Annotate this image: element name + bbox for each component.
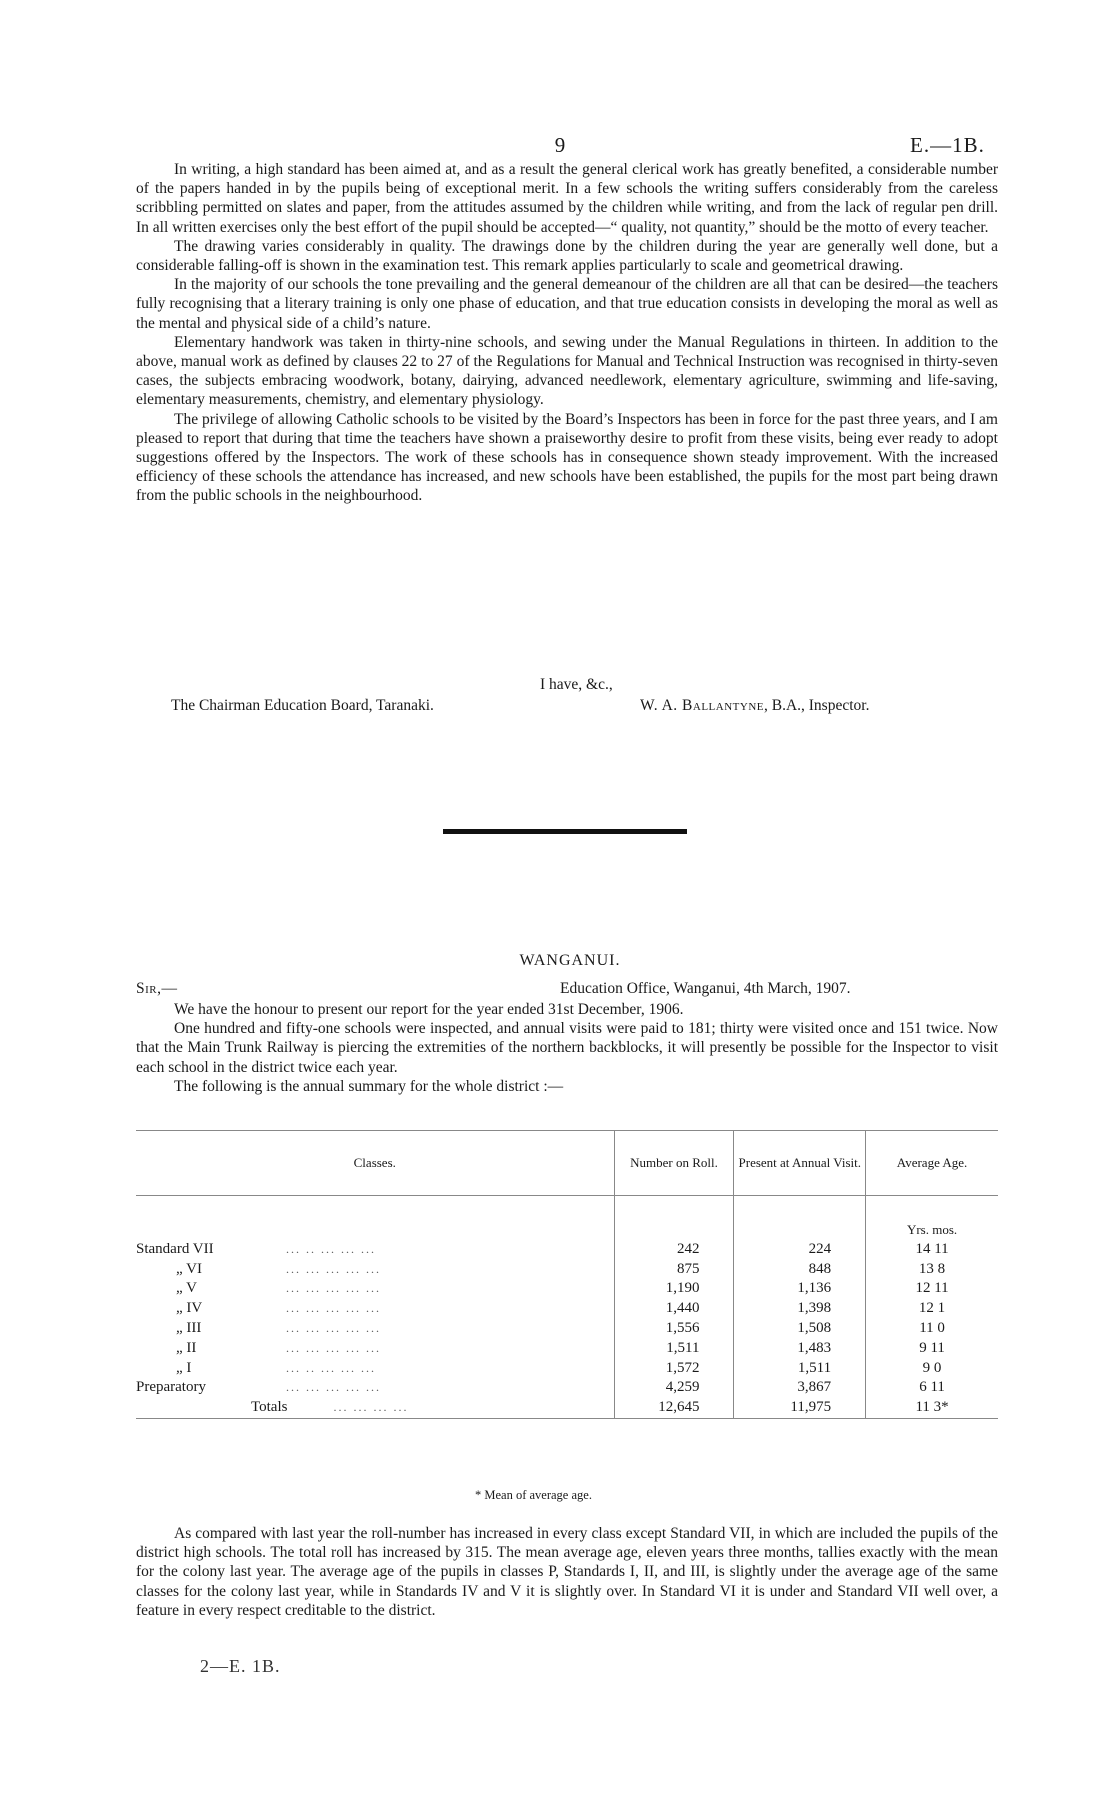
wanganui-report-intro — [136, 1000, 998, 1096]
header-average-age: Average Age. — [866, 1131, 998, 1196]
totals-age: 11 3* — [866, 1398, 998, 1418]
paragraph-catholic-schools: The privilege of allowing Catholic schools to be visited by the Board’s Inspectors has been in force for the past three years, and I am pleased to report that during that time the teachers have shown a praiseworthy desire to profit from these visits, being ever ready to adopt suggestions offered by the Inspectors. The work of these schools has in consequence shown steady improvement. With the increased efficiency of these schools the attendance has increased, and new schools have been established, the pupils for the most part being drawn from the public schools in the neighbourhood. — [136, 410, 998, 505]
table-row: Standard VII ... .. ... ... ... 242 224 14 11 — [136, 1240, 998, 1260]
signature-mark: 2—E. 1B. — [200, 1656, 281, 1676]
header-present: Present at Annual Visit. — [734, 1131, 866, 1196]
paragraph-drawing: The drawing varies considerably in quality. The drawings done by the children during the year are generally well done, but a considerable falling-off is shown in the examination test. This remark applies particularly to scale and geometrical drawing. — [136, 237, 998, 275]
paragraph-comparison: As compared with last year the roll-number has increased in every class except Standard VII, in which are included the pupils of the district high schools. The total roll has increased by 315. The mean average age, eleven years three months, tallies exactly with the mean for the colony last year. The average age of the pupils in classes P, Standards I, II, and III, is slightly under the average age of the same classes for the colony last year, while in Standards IV and V it is slightly over. In Standard VI it is under and Standard VII well over, a feature in every respect creditable to the district. — [136, 1525, 998, 1619]
age-units-label: Yrs. mos. — [866, 1220, 998, 1240]
table-row: „ II ... ... ... ... ... 1,511 1,483 9 11 — [136, 1339, 998, 1359]
office-date-line: Education Office, Wanganui, 4th March, 1907. — [560, 980, 851, 997]
section-divider — [443, 829, 687, 834]
paragraph-report-intro: We have the honour to present our report for the year ended 31st December, 1906. — [174, 1001, 684, 1018]
paragraph-summary-lead: The following is the annual summary for the whole district :— — [174, 1077, 564, 1095]
totals-roll: 12,645 — [614, 1398, 734, 1418]
section-title: WANGANUI. — [519, 952, 621, 969]
table-header-row — [136, 1131, 998, 1196]
table-row: „ I ... .. ... ... ... 1,572 1,511 9 0 — [136, 1359, 998, 1379]
signatory-name: W. A. Ballantyne — [640, 697, 764, 714]
header-number-on-roll: Number on Roll. — [614, 1131, 734, 1196]
table-row: „ IV ... ... ... ... ... 1,440 1,398 12 1 — [136, 1299, 998, 1319]
header-classes: Classes. — [136, 1131, 614, 1196]
table-row: „ VI ... ... ... ... ... 875 848 13 8 — [136, 1260, 998, 1280]
wanganui-report-comparison — [136, 1524, 998, 1620]
paragraph-handwork: Elementary handwork was taken in thirty-nine schools, and sewing under the Manual Regulations in thirteen. In addition to the above, manual work as defined by clauses 22 to 27 of the Regulations for Manual and Technical Instruction was recognised in thirty-seven cases, the subjects embracing woodwork, botany, dairying, advanced needlework, elementary agriculture, swimming and life-saving, elementary measurements, chemistry, and elementary physiology. — [136, 333, 998, 409]
document-reference: E.—1B. — [910, 133, 985, 157]
table-row: „ III ... ... ... ... ... 1,556 1,508 11 0 — [136, 1319, 998, 1339]
age-units-row — [136, 1220, 998, 1240]
paragraph-writing: In writing, a high standard has been aimed at, and as a result the general clerical work has greatly benefited, a considerable number of the papers handed in by the pupils being of exceptional merit. In a few schools the writing suffers considerably from the careless scribbling permitted on slates and paper, from the attitudes assumed by the children while writing, and from the lack of regular pen drill. In all written exercises only the best effort of the pupil should be accepted—“ quality, not quantity,” should be the motto of every teacher. — [136, 161, 998, 236]
annual-summary-table — [136, 1130, 998, 1419]
paragraph-inspections: One hundred and fifty-one schools were inspected, and annual visits were paid to 181; thirty were visited once and 151 twice. Now that the Main Trunk Railway is piercing the extremities of the northern backblocks, it will presently be possible for the Inspector to visit each school in the district twice each year. — [136, 1020, 998, 1076]
page-number: 9 — [554, 133, 566, 157]
paragraph-tone: In the majority of our schools the tone prevailing and the general demeanour of the children are all that can be desired—the teachers fully recognising that a literary training is only one phase of education, and that true education consists in developing the moral as well as the mental and physical side of a child’s nature. — [136, 276, 998, 332]
totals-label: Totals — [251, 1399, 288, 1416]
salutation: Sir,— — [136, 980, 178, 997]
table-row: Preparatory ... ... ... ... ... 4,259 3,867 6 11 — [136, 1378, 998, 1398]
closing-formula: I have, &c., — [540, 676, 613, 693]
signatory-title: , B.A., Inspector. — [763, 697, 870, 714]
totals-present: 11,975 — [734, 1398, 866, 1418]
signature-line — [640, 697, 869, 715]
taranaki-report-body — [136, 160, 998, 506]
totals-row: Totals ... ... ... ... 12,645 11,975 11 3* — [136, 1398, 998, 1418]
table-row: „ V ... ... ... ... ... 1,190 1,136 12 11 — [136, 1279, 998, 1299]
table-footnote: * Mean of average age. — [475, 1488, 592, 1502]
addressee: The Chairman Education Board, Taranaki. — [171, 697, 434, 714]
